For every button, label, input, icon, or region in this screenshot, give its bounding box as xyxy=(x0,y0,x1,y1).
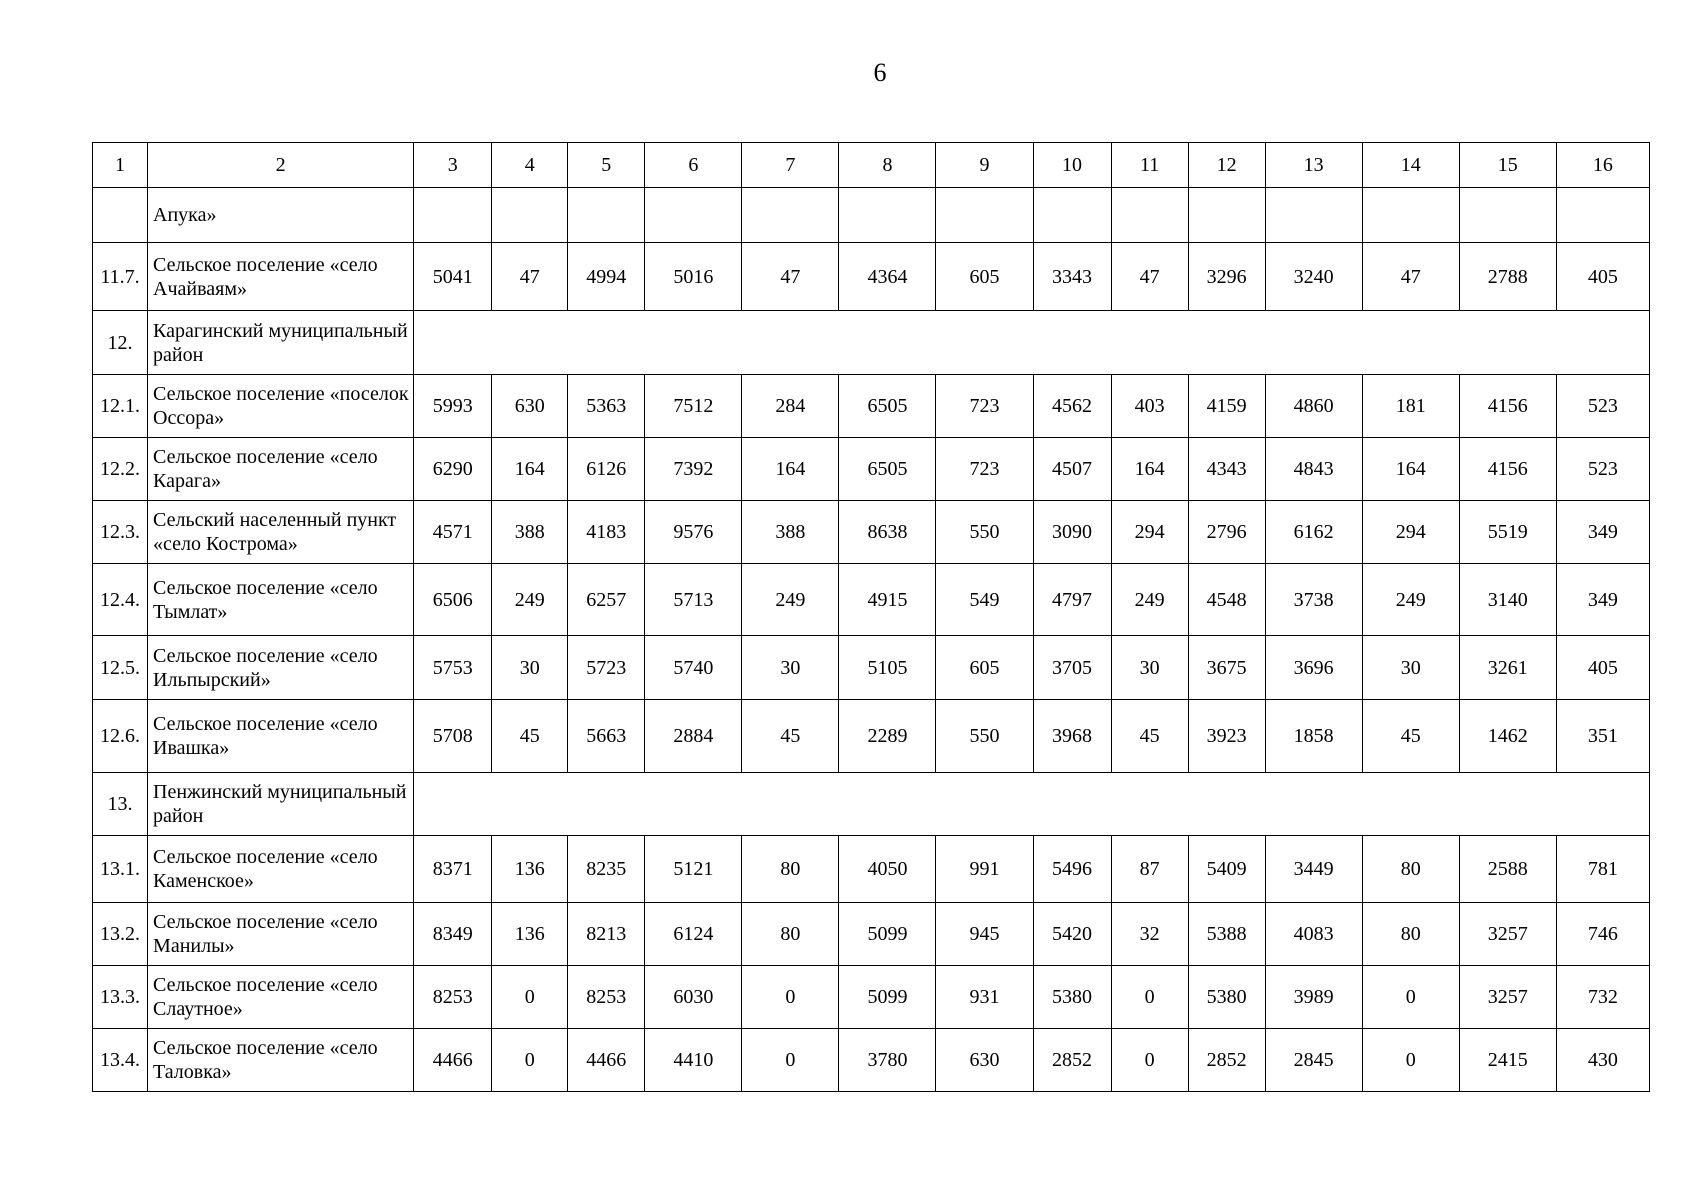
row-number: 12.6. xyxy=(93,700,148,773)
value-cell: 5993 xyxy=(414,375,492,438)
table-row xyxy=(93,636,1650,700)
header-cell: 12 xyxy=(1188,143,1265,188)
value-cell: 249 xyxy=(1362,564,1459,636)
value-cell: 8253 xyxy=(568,966,645,1029)
value-cell: 5420 xyxy=(1033,903,1111,966)
value-cell: 3257 xyxy=(1459,966,1556,1029)
page-number: 6 xyxy=(873,58,887,87)
value-cell: 80 xyxy=(742,903,839,966)
value-cell: 2289 xyxy=(839,700,936,773)
value-cell xyxy=(645,188,742,243)
header-cell: 16 xyxy=(1556,143,1649,188)
value-cell: 5380 xyxy=(1033,966,1111,1029)
value-cell: 8213 xyxy=(568,903,645,966)
table-row xyxy=(93,188,1650,243)
row-name: Пенжинский муниципальный район xyxy=(148,773,414,836)
table-row xyxy=(93,564,1650,636)
value-cell: 9576 xyxy=(645,501,742,564)
value-cell: 781 xyxy=(1556,836,1649,903)
value-cell xyxy=(568,188,645,243)
row-number: 13.1. xyxy=(93,836,148,903)
value-cell: 136 xyxy=(492,903,568,966)
value-cell: 732 xyxy=(1556,966,1649,1029)
value-cell: 5099 xyxy=(839,903,936,966)
value-cell: 388 xyxy=(742,501,839,564)
value-cell: 2852 xyxy=(1188,1029,1265,1092)
value-cell: 80 xyxy=(1362,836,1459,903)
value-cell: 5105 xyxy=(839,636,936,700)
value-cell: 1462 xyxy=(1459,700,1556,773)
value-cell: 2884 xyxy=(645,700,742,773)
value-cell: 45 xyxy=(742,700,839,773)
data-table xyxy=(92,142,1650,1092)
value-cell: 87 xyxy=(1111,836,1188,903)
table-row xyxy=(93,501,1650,564)
value-cell: 4994 xyxy=(568,243,645,311)
row-number: 12.1. xyxy=(93,375,148,438)
value-cell xyxy=(1556,188,1649,243)
value-cell: 523 xyxy=(1556,438,1649,501)
value-cell: 8371 xyxy=(414,836,492,903)
row-number: 13. xyxy=(93,773,148,836)
header-cell: 3 xyxy=(414,143,492,188)
table-row xyxy=(93,375,1650,438)
value-cell: 32 xyxy=(1111,903,1188,966)
value-cell: 349 xyxy=(1556,501,1649,564)
value-cell: 4507 xyxy=(1033,438,1111,501)
value-cell: 5099 xyxy=(839,966,936,1029)
value-cell xyxy=(1188,188,1265,243)
value-cell: 164 xyxy=(742,438,839,501)
value-cell: 4156 xyxy=(1459,438,1556,501)
header-cell: 10 xyxy=(1033,143,1111,188)
value-cell: 5016 xyxy=(645,243,742,311)
value-cell: 605 xyxy=(936,636,1033,700)
row-number: 13.3. xyxy=(93,966,148,1029)
value-cell: 5041 xyxy=(414,243,492,311)
value-cell: 430 xyxy=(1556,1029,1649,1092)
value-cell: 523 xyxy=(1556,375,1649,438)
value-cell: 3780 xyxy=(839,1029,936,1092)
value-cell: 4915 xyxy=(839,564,936,636)
value-cell: 3989 xyxy=(1265,966,1362,1029)
value-cell: 6505 xyxy=(839,375,936,438)
value-cell: 30 xyxy=(742,636,839,700)
value-cell: 5723 xyxy=(568,636,645,700)
value-cell: 164 xyxy=(492,438,568,501)
value-cell: 630 xyxy=(492,375,568,438)
value-cell: 8638 xyxy=(839,501,936,564)
value-cell: 5380 xyxy=(1188,966,1265,1029)
header-cell: 1 xyxy=(93,143,148,188)
value-cell: 3261 xyxy=(1459,636,1556,700)
value-cell: 4343 xyxy=(1188,438,1265,501)
value-cell: 45 xyxy=(492,700,568,773)
value-cell xyxy=(492,188,568,243)
value-cell: 5496 xyxy=(1033,836,1111,903)
row-number xyxy=(93,188,148,243)
value-cell: 991 xyxy=(936,836,1033,903)
value-cell: 4083 xyxy=(1265,903,1362,966)
row-number: 12.4. xyxy=(93,564,148,636)
value-cell: 6124 xyxy=(645,903,742,966)
value-cell: 8253 xyxy=(414,966,492,1029)
row-name: Сельское поселение «село Таловка» xyxy=(148,1029,414,1092)
value-cell: 6290 xyxy=(414,438,492,501)
value-cell: 2796 xyxy=(1188,501,1265,564)
row-number: 13.2. xyxy=(93,903,148,966)
value-cell: 181 xyxy=(1362,375,1459,438)
header-cell: 13 xyxy=(1265,143,1362,188)
value-cell: 6126 xyxy=(568,438,645,501)
value-cell: 3705 xyxy=(1033,636,1111,700)
value-cell: 30 xyxy=(1111,636,1188,700)
value-cell: 4183 xyxy=(568,501,645,564)
table-row xyxy=(93,1029,1650,1092)
value-cell xyxy=(1111,188,1188,243)
row-name: Апука» xyxy=(148,188,414,243)
value-cell: 3449 xyxy=(1265,836,1362,903)
row-name: Сельское поселение «село Слаутное» xyxy=(148,966,414,1029)
row-name: Сельское поселение «село Ачайваям» xyxy=(148,243,414,311)
value-cell: 4410 xyxy=(645,1029,742,1092)
row-name: Сельское поселение «село Каменское» xyxy=(148,836,414,903)
value-cell: 3696 xyxy=(1265,636,1362,700)
value-cell: 746 xyxy=(1556,903,1649,966)
value-cell: 931 xyxy=(936,966,1033,1029)
value-cell: 5740 xyxy=(645,636,742,700)
value-cell: 249 xyxy=(1111,564,1188,636)
row-name: Сельское поселение «село Ивашка» xyxy=(148,700,414,773)
value-cell: 388 xyxy=(492,501,568,564)
value-cell: 2852 xyxy=(1033,1029,1111,1092)
value-cell: 0 xyxy=(1362,966,1459,1029)
value-cell: 5519 xyxy=(1459,501,1556,564)
value-cell: 136 xyxy=(492,836,568,903)
value-cell: 4548 xyxy=(1188,564,1265,636)
value-cell: 3140 xyxy=(1459,564,1556,636)
value-cell: 80 xyxy=(742,836,839,903)
value-cell: 605 xyxy=(936,243,1033,311)
value-cell: 47 xyxy=(1111,243,1188,311)
value-cell xyxy=(936,188,1033,243)
value-cell: 0 xyxy=(1111,966,1188,1029)
value-cell: 630 xyxy=(936,1029,1033,1092)
table-row xyxy=(93,243,1650,311)
row-name: Карагинский муниципальный район xyxy=(148,311,414,375)
value-cell: 405 xyxy=(1556,636,1649,700)
value-cell: 7512 xyxy=(645,375,742,438)
value-cell: 4364 xyxy=(839,243,936,311)
value-cell xyxy=(839,188,936,243)
value-cell xyxy=(1033,188,1111,243)
row-name: Сельское поселение «село Тымлат» xyxy=(148,564,414,636)
row-name: Сельское поселение «поселок Оссора» xyxy=(148,375,414,438)
header-cell: 15 xyxy=(1459,143,1556,188)
value-cell: 6505 xyxy=(839,438,936,501)
value-cell: 723 xyxy=(936,438,1033,501)
value-cell: 723 xyxy=(936,375,1033,438)
row-name: Сельское поселение «село Манилы» xyxy=(148,903,414,966)
value-cell: 550 xyxy=(936,700,1033,773)
value-cell: 4562 xyxy=(1033,375,1111,438)
row-name: Сельский населенный пункт «село Кострома» xyxy=(148,501,414,564)
value-cell: 2845 xyxy=(1265,1029,1362,1092)
value-cell: 3675 xyxy=(1188,636,1265,700)
value-cell: 5388 xyxy=(1188,903,1265,966)
table-body xyxy=(93,143,1650,1092)
value-cell: 5663 xyxy=(568,700,645,773)
table-row xyxy=(93,903,1650,966)
value-cell: 47 xyxy=(1362,243,1459,311)
value-cell: 0 xyxy=(492,1029,568,1092)
value-cell: 2588 xyxy=(1459,836,1556,903)
value-cell: 4860 xyxy=(1265,375,1362,438)
value-cell: 4466 xyxy=(568,1029,645,1092)
header-cell: 5 xyxy=(568,143,645,188)
table-row xyxy=(93,966,1650,1029)
value-cell: 351 xyxy=(1556,700,1649,773)
header-cell: 6 xyxy=(645,143,742,188)
header-cell: 4 xyxy=(492,143,568,188)
value-cell: 3090 xyxy=(1033,501,1111,564)
value-cell: 3968 xyxy=(1033,700,1111,773)
row-number: 13.4. xyxy=(93,1029,148,1092)
value-cell: 294 xyxy=(1111,501,1188,564)
row-number: 12. xyxy=(93,311,148,375)
value-cell: 47 xyxy=(742,243,839,311)
row-name: Сельское поселение «село Карага» xyxy=(148,438,414,501)
value-cell: 945 xyxy=(936,903,1033,966)
value-cell: 3343 xyxy=(1033,243,1111,311)
value-cell: 5713 xyxy=(645,564,742,636)
value-cell: 2788 xyxy=(1459,243,1556,311)
value-cell: 6506 xyxy=(414,564,492,636)
value-cell: 5121 xyxy=(645,836,742,903)
table-row xyxy=(93,836,1650,903)
value-cell: 45 xyxy=(1362,700,1459,773)
value-cell: 4156 xyxy=(1459,375,1556,438)
value-cell: 249 xyxy=(742,564,839,636)
value-cell: 47 xyxy=(492,243,568,311)
value-cell: 284 xyxy=(742,375,839,438)
value-cell: 0 xyxy=(742,1029,839,1092)
value-cell: 294 xyxy=(1362,501,1459,564)
value-cell: 6030 xyxy=(645,966,742,1029)
value-cell: 4466 xyxy=(414,1029,492,1092)
value-cell: 403 xyxy=(1111,375,1188,438)
value-cell xyxy=(1459,188,1556,243)
header-cell: 14 xyxy=(1362,143,1459,188)
header-cell: 9 xyxy=(936,143,1033,188)
value-cell: 0 xyxy=(492,966,568,1029)
value-cell: 4159 xyxy=(1188,375,1265,438)
row-number: 12.2. xyxy=(93,438,148,501)
value-cell: 8235 xyxy=(568,836,645,903)
value-cell: 8349 xyxy=(414,903,492,966)
value-cell xyxy=(414,188,492,243)
header-cell: 2 xyxy=(148,143,414,188)
row-number: 12.5. xyxy=(93,636,148,700)
value-cell: 3923 xyxy=(1188,700,1265,773)
value-cell: 4571 xyxy=(414,501,492,564)
value-cell: 4843 xyxy=(1265,438,1362,501)
value-cell: 6162 xyxy=(1265,501,1362,564)
row-number: 12.3. xyxy=(93,501,148,564)
value-cell: 349 xyxy=(1556,564,1649,636)
table-row xyxy=(93,700,1650,773)
value-cell: 249 xyxy=(492,564,568,636)
row-name: Сельское поселение «село Ильпырский» xyxy=(148,636,414,700)
value-cell: 5708 xyxy=(414,700,492,773)
value-cell: 3296 xyxy=(1188,243,1265,311)
value-cell: 0 xyxy=(1362,1029,1459,1092)
value-cell: 4050 xyxy=(839,836,936,903)
value-cell: 80 xyxy=(1362,903,1459,966)
value-cell: 3738 xyxy=(1265,564,1362,636)
value-cell: 549 xyxy=(936,564,1033,636)
value-cell: 2415 xyxy=(1459,1029,1556,1092)
value-cell xyxy=(1362,188,1459,243)
row-number: 11.7. xyxy=(93,243,148,311)
header-cell: 8 xyxy=(839,143,936,188)
table-row xyxy=(93,438,1650,501)
value-cell: 7392 xyxy=(645,438,742,501)
value-cell: 405 xyxy=(1556,243,1649,311)
group-row xyxy=(93,773,1650,836)
value-cell: 45 xyxy=(1111,700,1188,773)
value-cell: 3240 xyxy=(1265,243,1362,311)
value-cell: 30 xyxy=(492,636,568,700)
value-cell: 5363 xyxy=(568,375,645,438)
group-span-cell xyxy=(414,311,1650,375)
value-cell: 0 xyxy=(1111,1029,1188,1092)
value-cell: 164 xyxy=(1362,438,1459,501)
value-cell xyxy=(1265,188,1362,243)
value-cell: 6257 xyxy=(568,564,645,636)
group-span-cell xyxy=(414,773,1650,836)
value-cell: 550 xyxy=(936,501,1033,564)
value-cell: 4797 xyxy=(1033,564,1111,636)
group-row xyxy=(93,311,1650,375)
value-cell: 1858 xyxy=(1265,700,1362,773)
header-cell: 7 xyxy=(742,143,839,188)
value-cell: 5753 xyxy=(414,636,492,700)
value-cell: 30 xyxy=(1362,636,1459,700)
value-cell: 0 xyxy=(742,966,839,1029)
value-cell: 164 xyxy=(1111,438,1188,501)
header-cell: 11 xyxy=(1111,143,1188,188)
value-cell: 3257 xyxy=(1459,903,1556,966)
value-cell: 5409 xyxy=(1188,836,1265,903)
value-cell xyxy=(742,188,839,243)
header-row xyxy=(93,143,1650,188)
